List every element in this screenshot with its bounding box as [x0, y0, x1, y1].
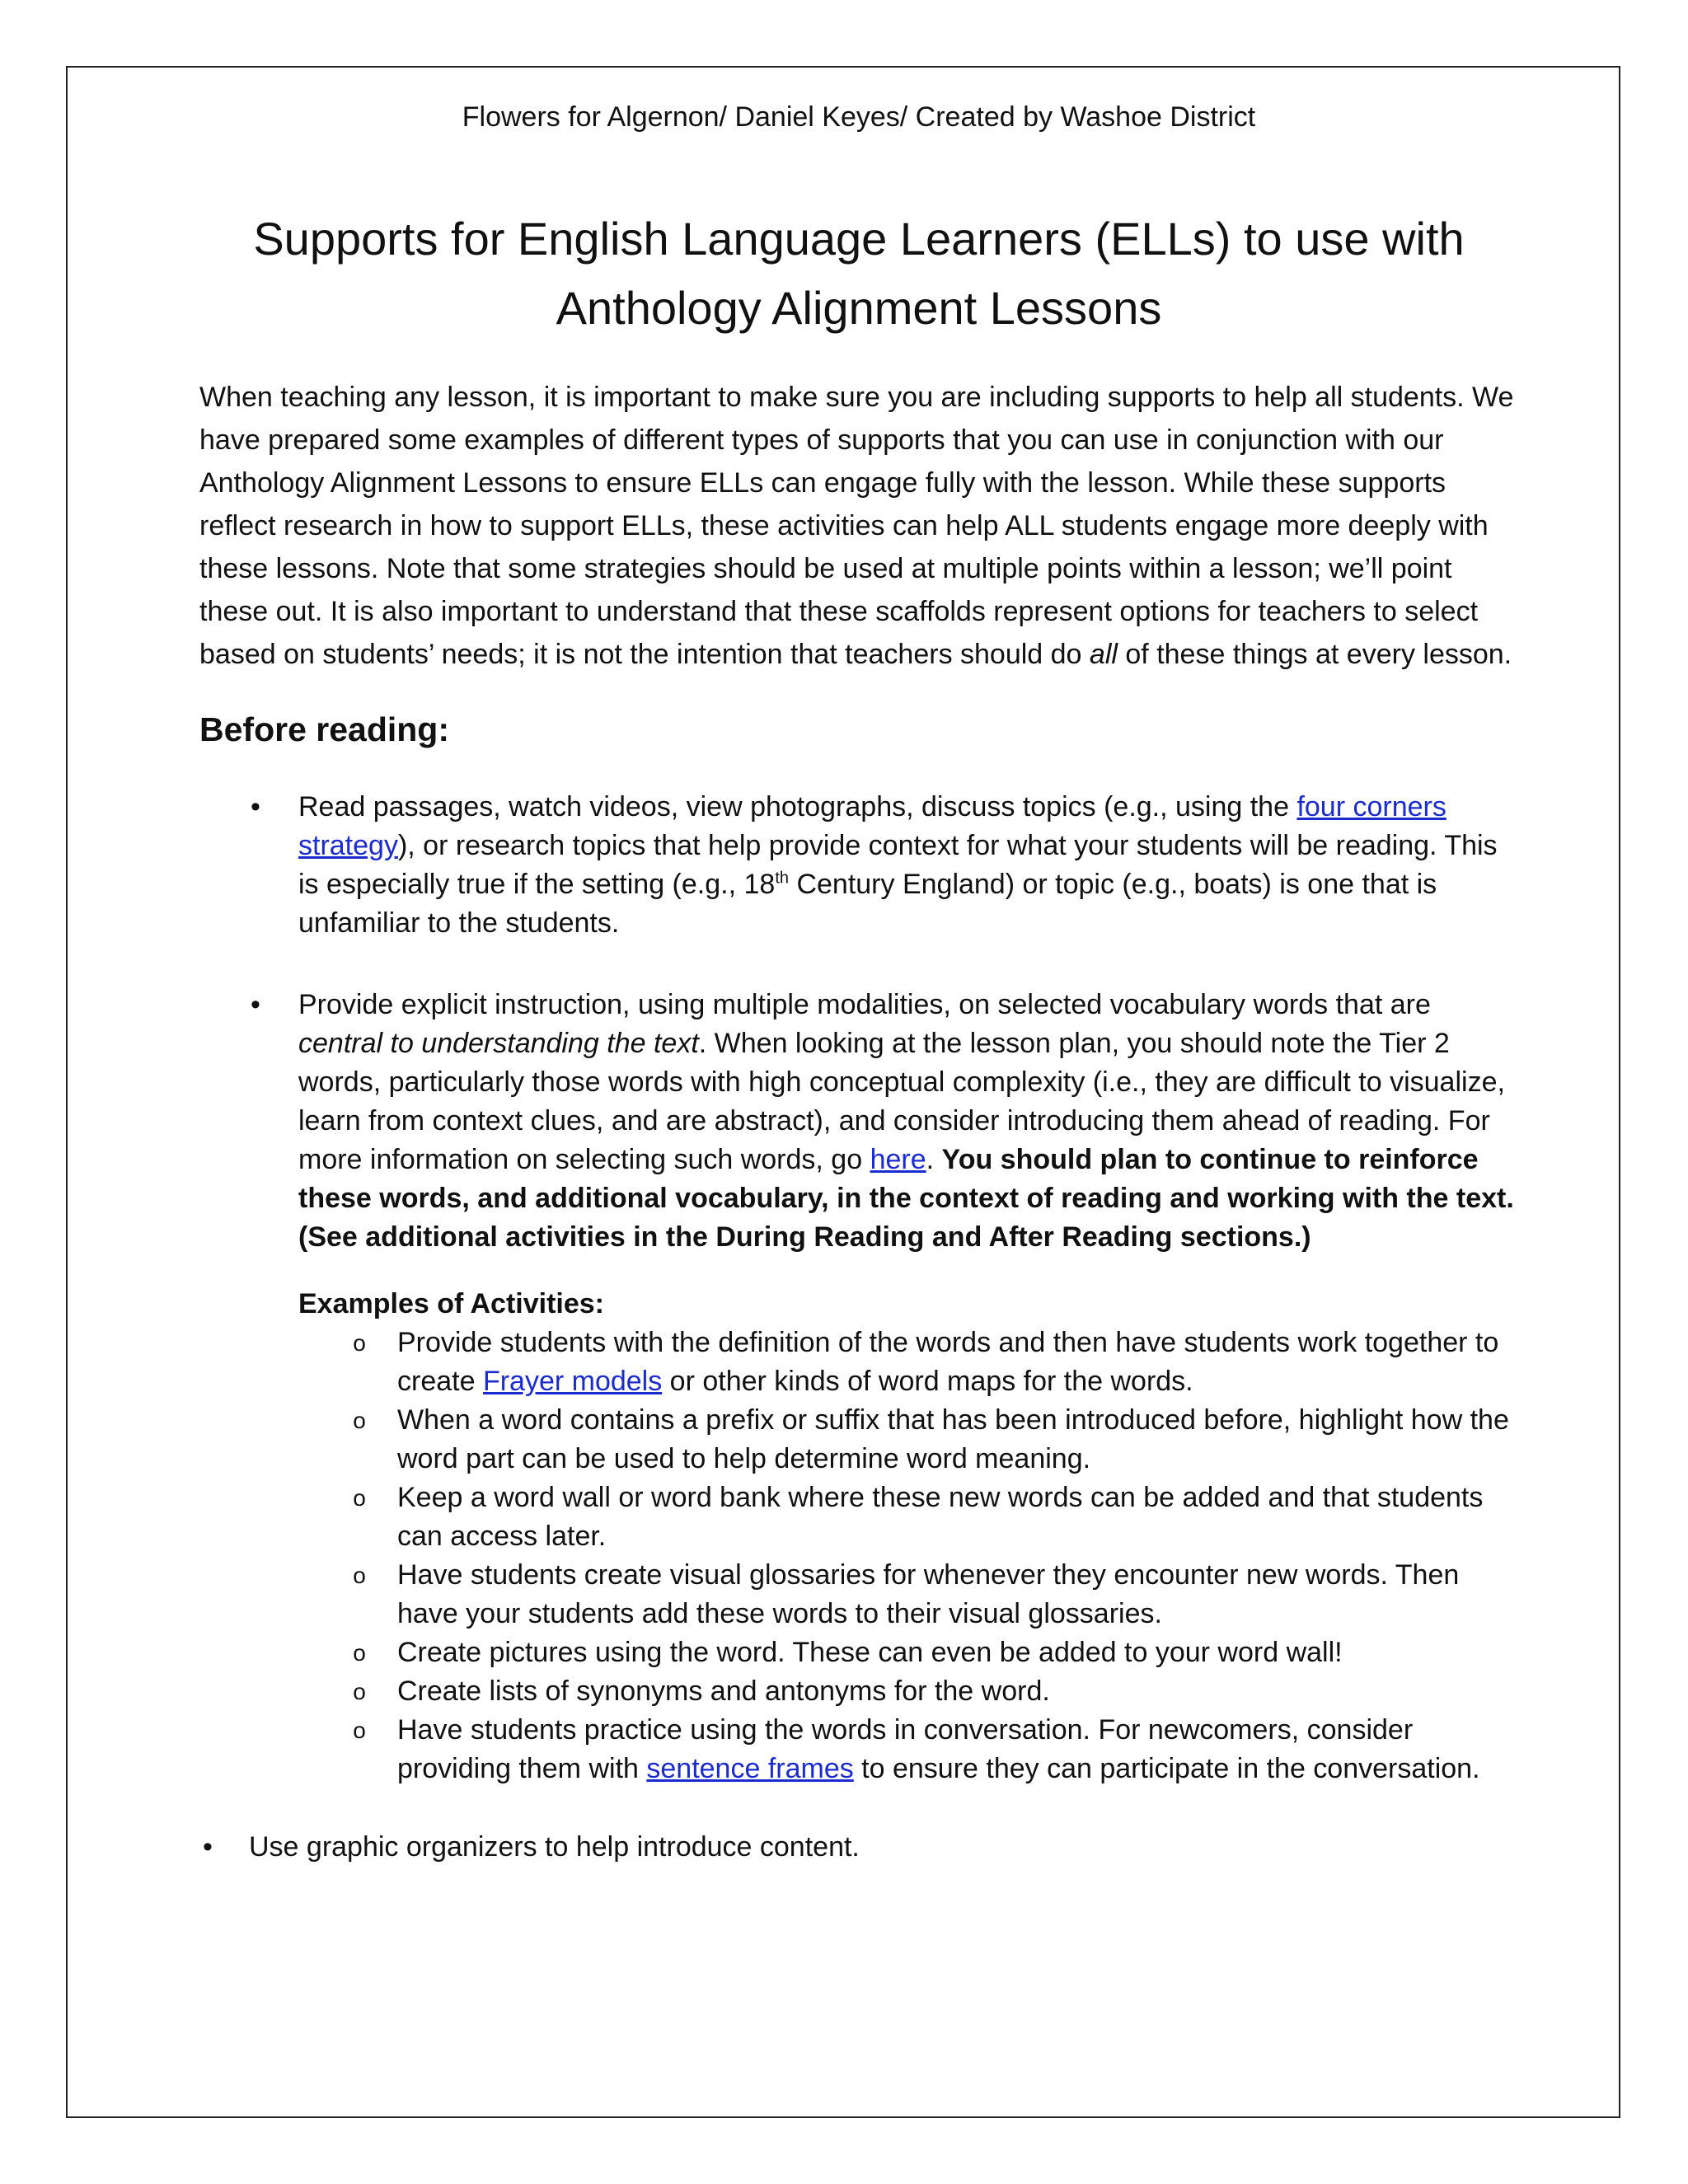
sub-bullet-icon: o — [353, 1330, 366, 1356]
list-item — [199, 1633, 1518, 1672]
sub-bullet-icon: o — [353, 1640, 366, 1666]
bullet-icon: • — [251, 791, 260, 823]
list-item — [199, 1828, 1518, 1867]
intro-emphasis: all — [1089, 639, 1118, 670]
intro-text-2: of these things at every lesson. — [1117, 639, 1512, 670]
sub-bullet-icon: o — [353, 1408, 366, 1433]
list-item — [199, 1479, 1518, 1556]
sub-bullet-icon: o — [353, 1563, 366, 1588]
four-corners-link[interactable]: four corners strategy — [298, 791, 1447, 861]
list-item — [199, 1401, 1518, 1479]
frayer-models-link[interactable]: Frayer models — [482, 1366, 663, 1397]
bullet1-text-b: ), or research topics that help provide context for what your students will be reading. This is especially true if the setting (e.g., 18 — [298, 830, 1498, 900]
bullet-icon: • — [251, 989, 260, 1020]
bullet3-text: Use graphic organizers to help introduce content. — [249, 1831, 860, 1863]
sub-bullet-icon: o — [353, 1718, 366, 1743]
activity-6: Create lists of synonyms and antonyms for the word. — [397, 1675, 1050, 1707]
activity-2: When a word contains a prefix or suffix that has been introduced before, highlight how the word part can be used to help determine word meaning. — [397, 1404, 1509, 1474]
title-line-2: Anthology Alignment Lessons — [556, 282, 1162, 334]
document-title — [199, 204, 1518, 343]
bullet1-text-a: Read passages, watch videos, view photographs, discuss topics (e.g., using the — [298, 791, 1297, 823]
activity-3: Keep a word wall or word bank where these new words can be added and that students can access later. — [397, 1482, 1484, 1552]
intro-text-1: When teaching any lesson, it is important to make sure you are including supports to help all students. We have prepared some examples of different types of supports that you can use in conjunction with our Anthology Alignment Lessons to ensure ELLs can engage fully with the lesson. While these supports reflect research in how to support ELLs, these activities can help ALL students engage more deeply with these lessons. Note that some strategies should be used at multiple points within a lesson; we’ll point these out. It is also important to understand that these scaffolds represent options for teachers to select based on students’ needs; it is not the intention that teachers should do — [199, 382, 1514, 670]
bullet-icon: • — [203, 1831, 213, 1863]
activity-1-pre: Provide students with the definition of the words and then have students work together to create — [397, 1327, 1499, 1397]
list-item — [199, 1711, 1518, 1788]
activity-1-post: or other kinds of word maps for the words. — [662, 1366, 1193, 1397]
sub-bullet-icon: o — [353, 1679, 366, 1704]
bullet2-italic: central to understanding the text — [298, 1028, 699, 1059]
list-item — [199, 986, 1518, 1257]
activity-4: Have students create visual glossaries for whenever they encounter new words. Then have your students add these words to their visual glossaries. — [397, 1559, 1460, 1629]
bullet2-text-c: . — [926, 1144, 942, 1175]
list-item — [199, 1324, 1518, 1401]
bullet1-text-c: Century England) or topic (e.g., boats) is one that is unfamiliar to the students. — [298, 869, 1437, 939]
list-item — [199, 1672, 1518, 1711]
sub-bullet-icon: o — [353, 1485, 366, 1511]
before-reading-heading: Before reading: — [199, 710, 449, 748]
activity-7-post: to ensure they can participate in the conversation. — [853, 1753, 1480, 1784]
list-item — [199, 788, 1518, 943]
sentence-frames-link[interactable]: sentence frames — [646, 1753, 854, 1784]
title-line-1: Supports for English Language Learners (ELLs) to use with — [253, 213, 1465, 265]
here-link[interactable]: here — [870, 1144, 926, 1175]
activity-7-pre: Have students practice using the words in conversation. For newcomers, consider providing them with — [397, 1714, 1414, 1784]
bullet2-text-a: Provide explicit instruction, using multiple modalities, on selected vocabulary words that are — [298, 989, 1431, 1020]
running-header: Flowers for Algernon/ Daniel Keyes/ Created by Washoe District — [462, 101, 1256, 133]
ordinal-superscript: th — [775, 869, 789, 888]
bullet2-text-b: . When looking at the lesson plan, you should note the Tier 2 words, particularly those words with high conceptual complexity (i.e., they are difficult to visualize, learn from context clues, and are abstract), and consider introducing them ahead of reading. For more information on selecting such words, go — [298, 1028, 1505, 1175]
bullet2-bold: You should plan to continue to reinforce these words, and additional vocabulary, in the context of reading and working with the text. (See additional activities in the During Reading and After Reading sections.) — [298, 1144, 1514, 1253]
document-body — [199, 97, 1518, 1867]
intro-paragraph — [199, 376, 1518, 676]
list-item — [199, 1556, 1518, 1633]
activity-5: Create pictures using the word. These can even be added to your word wall! — [397, 1637, 1343, 1668]
examples-heading: Examples of Activities: — [298, 1288, 604, 1319]
